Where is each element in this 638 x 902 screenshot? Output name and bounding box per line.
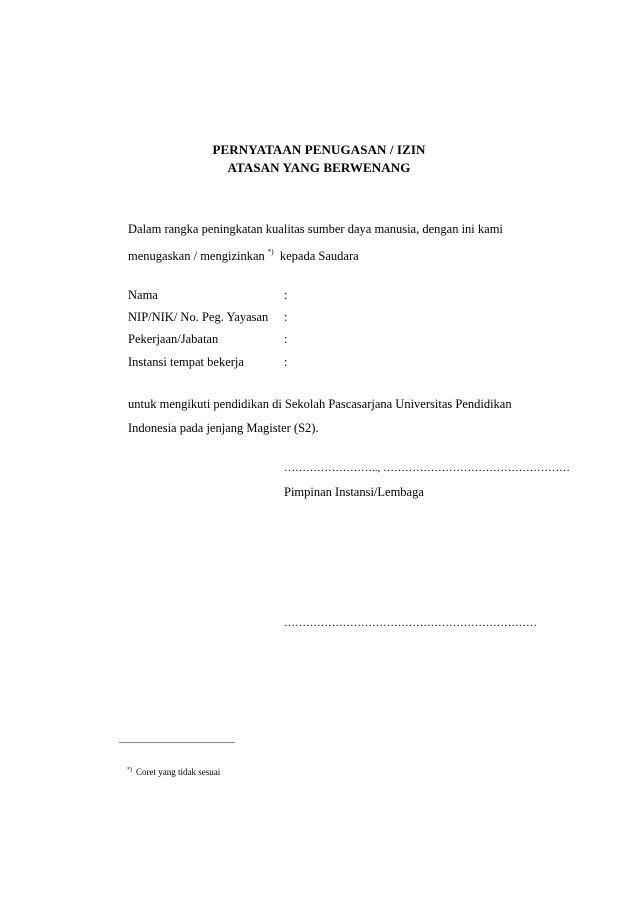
field-label-instansi: Instansi tempat bekerja — [128, 355, 244, 369]
field-label-nama: Nama — [128, 288, 158, 302]
signature-place-date: …………………….., …………………………………………… — [284, 462, 570, 474]
intro-line2 — [128, 249, 359, 264]
field-colon-instansi: : — [284, 355, 288, 369]
intro-line2-after: kepada Saudara — [279, 249, 359, 263]
field-label-nip: NIP/NIK/ No. Peg. Yayasan — [128, 310, 269, 324]
footnote — [127, 767, 220, 777]
field-colon-nip: : — [284, 310, 288, 324]
footnote-mark: *) — [127, 767, 132, 773]
intro-line1: Dalam rangka peningkatan kualitas sumber daya manusia, dengan ini kami — [128, 222, 503, 236]
intro-footnote-mark: *) — [267, 248, 274, 256]
document-title-line1: PERNYATAAN PENUGASAN / IZIN — [212, 142, 426, 157]
field-colon-nama: : — [284, 288, 288, 302]
footnote-separator — [119, 742, 235, 743]
footnote-text: Coret yang tidak sesuai — [136, 767, 221, 777]
document-title-line2: ATASAN YANG BERWENANG — [227, 160, 411, 175]
intro-line2-text: menugaskan / mengizinkan — [128, 249, 265, 263]
signature-name-line: …………………………………………………………… — [284, 617, 537, 629]
purpose-line2: Indonesia pada jenjang Magister (S2). — [128, 421, 319, 435]
field-colon-pekerjaan: : — [284, 332, 288, 346]
signature-role: Pimpinan Instansi/Lembaga — [284, 485, 424, 499]
purpose-line1: untuk mengikuti pendidikan di Sekolah Pascasarjana Universitas Pendidikan — [128, 397, 512, 411]
field-label-pekerjaan: Pekerjaan/Jabatan — [128, 332, 219, 346]
